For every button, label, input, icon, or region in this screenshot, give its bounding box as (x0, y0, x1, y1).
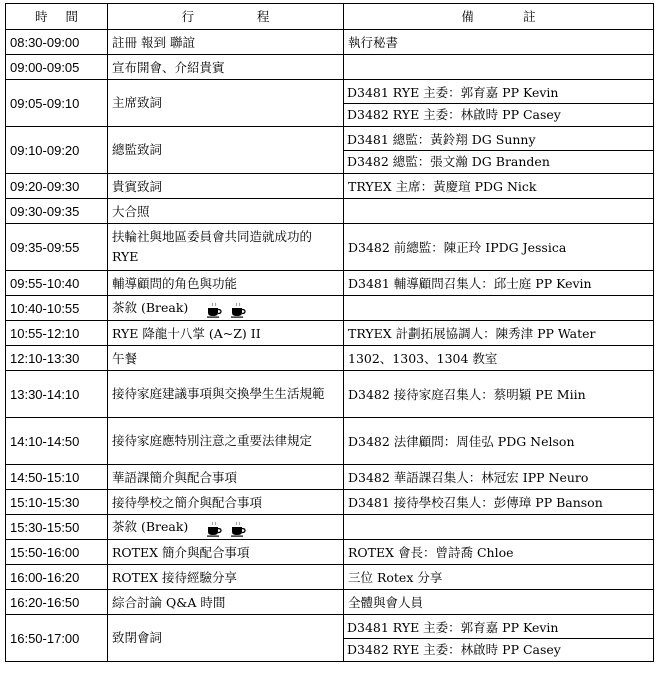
coffee-icons (206, 298, 254, 319)
schedule-row (6, 615, 654, 662)
remarks-cell: 1302、1303、1304 教室 (344, 346, 654, 371)
agenda-text: 接待家庭應特別注意之重要法律規定 (112, 433, 313, 448)
agenda-cell (108, 490, 344, 515)
schedule-row (6, 80, 654, 127)
time-cell: 09:20-09:30 (6, 174, 108, 199)
remark-line: D3482 RYE 主委：林啟時 PP Casey (347, 641, 561, 657)
agenda-cell (108, 296, 344, 321)
remarks-cell: D3482 前總監：陳正玲 IPDG Jessica (344, 224, 654, 271)
header-agenda: 行 程 (108, 4, 344, 30)
agenda-text: 茶敘 (Break) (112, 300, 189, 315)
time-cell: 10:40-10:55 (6, 296, 108, 321)
remarks-cell (344, 127, 654, 174)
remarks-cell: D3482 華語課召集人：林冠宏 IPP Neuro (344, 465, 654, 490)
remark-line: D3482 總監：張文瀚 DG Branden (347, 153, 550, 169)
coffee-cup-icon (230, 302, 246, 318)
agenda-cell (108, 55, 344, 80)
header-remarks: 備 註 (344, 4, 654, 30)
agenda-text: 輔導顧問的角色與功能 (112, 275, 238, 291)
agenda-text: 貴賓致詞 (112, 178, 163, 194)
agenda-text: RYE 降龍十八掌 (A~Z) II (112, 325, 261, 341)
remarks-cell (344, 80, 654, 127)
schedule-body (6, 30, 654, 662)
agenda-text: 主席致詞 (112, 95, 163, 110)
schedule-row (6, 30, 654, 55)
schedule-row (6, 321, 654, 346)
agenda-text: 致閉會詞 (112, 630, 163, 645)
time-cell: 13:30-14:10 (6, 371, 108, 418)
agenda-cell (108, 615, 344, 662)
agenda-cell (108, 346, 344, 371)
agenda-text: 宣布開會、介紹貴賓 (112, 59, 225, 75)
agenda-cell (108, 30, 344, 55)
remarks-cell: D3481 接待學校召集人：彭傳璋 PP Banson (344, 490, 654, 515)
agenda-text: 茶敘 (Break) (112, 519, 189, 534)
agenda-cell (108, 465, 344, 490)
remark-line: D3481 RYE 主委：郭育嘉 PP Kevin (344, 617, 653, 639)
agenda-text: 註冊 報到 聯誼 (112, 34, 195, 50)
schedule-row (6, 565, 654, 590)
time-cell: 15:50-16:00 (6, 540, 108, 565)
time-cell: 08:30-09:00 (6, 30, 108, 55)
remark-line: D3481 總監：黃鈴翔 DG Sunny (344, 129, 653, 151)
schedule-row (6, 174, 654, 199)
agenda-text: 扶輪社與地區委員會共同造就成功的 RYE (112, 229, 313, 264)
time-cell: 16:00-16:20 (6, 565, 108, 590)
coffee-cup-icon (230, 521, 246, 537)
schedule-row (6, 540, 654, 565)
time-cell: 10:55-12:10 (6, 321, 108, 346)
agenda-text: 接待家庭建議事項與交換學生生活規範 (112, 386, 325, 401)
agenda-text: ROTEX 接待經驗分享 (112, 569, 237, 585)
agenda-text: 大合照 (112, 203, 150, 219)
schedule-row (6, 346, 654, 371)
agenda-cell (108, 418, 344, 465)
time-cell: 16:50-17:00 (6, 615, 108, 662)
remarks-cell: 執行秘書 (344, 30, 654, 55)
agenda-cell (108, 540, 344, 565)
schedule-row (6, 55, 654, 80)
coffee-cup-icon (206, 302, 222, 318)
schedule-row (6, 590, 654, 615)
agenda-cell (108, 271, 344, 296)
time-cell: 09:30-09:35 (6, 199, 108, 224)
header-time: 時 間 (6, 4, 108, 30)
schedule-row (6, 490, 654, 515)
agenda-text: 午餐 (112, 350, 138, 366)
schedule-row (6, 127, 654, 174)
schedule-row (6, 271, 654, 296)
agenda-cell (108, 174, 344, 199)
time-cell: 16:20-16:50 (6, 590, 108, 615)
agenda-cell (108, 127, 344, 174)
remarks-cell: ROTEX 會長：曾詩喬 Chloe (344, 540, 654, 565)
time-cell: 14:50-15:10 (6, 465, 108, 490)
schedule-row (6, 296, 654, 321)
remarks-cell (344, 296, 654, 321)
agenda-text: 華語課簡介與配合事項 (112, 469, 238, 485)
time-cell: 14:10-14:50 (6, 418, 108, 465)
schedule-row (6, 515, 654, 540)
header-row (6, 4, 654, 30)
time-cell: 09:05-09:10 (6, 80, 108, 127)
time-cell: 09:35-09:55 (6, 224, 108, 271)
remarks-cell: D3481 輔導顧問召集人：邱士庭 PP Kevin (344, 271, 654, 296)
agenda-cell (108, 199, 344, 224)
remark-line: D3482 RYE 主委：林啟時 PP Casey (347, 106, 561, 122)
time-cell: 12:10-13:30 (6, 346, 108, 371)
time-cell: 09:55-10:40 (6, 271, 108, 296)
agenda-cell (108, 515, 344, 540)
schedule-row (6, 418, 654, 465)
agenda-cell (108, 321, 344, 346)
remarks-cell (344, 615, 654, 662)
remarks-cell: D3482 接待家庭召集人：蔡明穎 PE Miin (344, 371, 654, 418)
remarks-cell (344, 55, 654, 80)
schedule-row (6, 465, 654, 490)
time-cell: 15:30-15:50 (6, 515, 108, 540)
schedule-table (5, 3, 654, 662)
agenda-cell (108, 565, 344, 590)
agenda-cell (108, 590, 344, 615)
remarks-cell: D3482 法律顧問：周佳弘 PDG Nelson (344, 418, 654, 465)
agenda-text: 總監致詞 (112, 142, 163, 157)
time-cell: 09:00-09:05 (6, 55, 108, 80)
time-cell: 09:10-09:20 (6, 127, 108, 174)
remarks-cell: 全體與會人員 (344, 590, 654, 615)
agenda-cell (108, 80, 344, 127)
remarks-cell (344, 515, 654, 540)
agenda-text: 綜合討論 Q&A 時間 (112, 594, 226, 610)
coffee-cup-icon (206, 521, 222, 537)
agenda-text: 接待學校之簡介與配合事項 (112, 494, 263, 510)
remarks-cell: TRYEX 主席：黃慶瑄 PDG Nick (344, 174, 654, 199)
agenda-cell (108, 371, 344, 418)
coffee-icons (206, 517, 254, 538)
schedule-row (6, 199, 654, 224)
agenda-text: ROTEX 簡介與配合事項 (112, 544, 250, 560)
remarks-cell: 三位 Rotex 分享 (344, 565, 654, 590)
agenda-cell (108, 224, 344, 271)
remark-line: D3481 RYE 主委：郭育嘉 PP Kevin (344, 82, 653, 104)
remarks-cell: TRYEX 計劃拓展協調人：陳秀津 PP Water (344, 321, 654, 346)
remarks-cell (344, 199, 654, 224)
schedule-row (6, 371, 654, 418)
time-cell: 15:10-15:30 (6, 490, 108, 515)
schedule-row (6, 224, 654, 271)
